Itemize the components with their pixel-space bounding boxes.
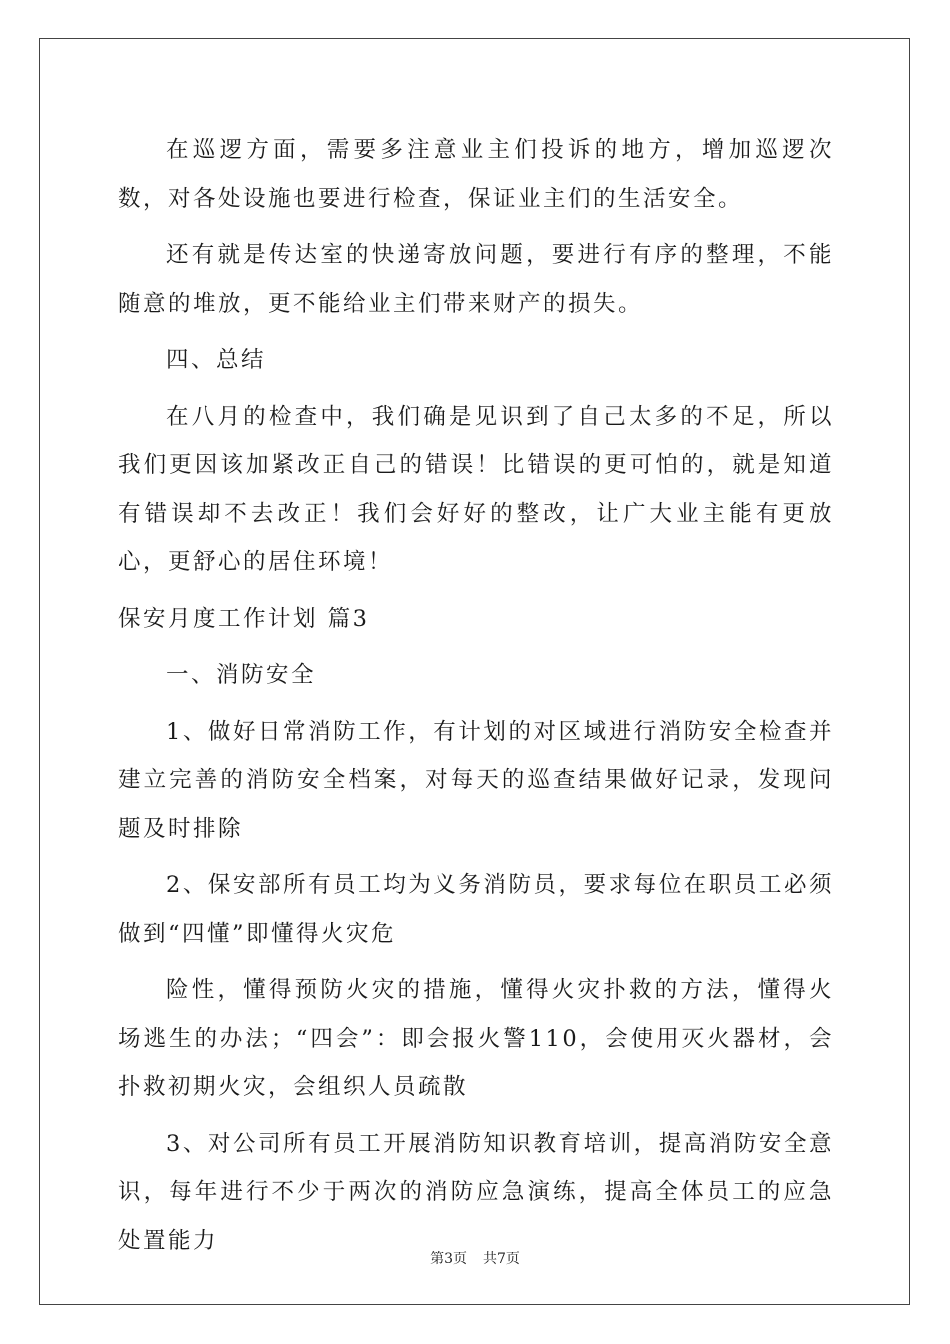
page-total: 共7页: [483, 1251, 520, 1267]
document-body: [118, 126, 834, 1273]
section-heading-summary: 四、总结: [166, 347, 267, 373]
list-item-1: 1、做好日常消防工作，有计划的对区域进行消防安全检查并建立完善的消防安全档案，对每天的巡查结果做好记录，发现问题及时排除: [118, 718, 834, 842]
paragraph-summary: 在八月的检查中，我们确是见识到了自己太多的不足，所以我们更因该加紧改正自己的错误！比错误的更可怕的，就是知道有错误却不去改正！我们会好好的整改，让广大业主能有更放心，更舒心的居住环境！: [118, 403, 834, 575]
paragraph-patrol: 在巡逻方面，需要多注意业主们投诉的地方，增加巡逻次数，对各处设施也要进行检查，保证业主们的生活安全。: [118, 137, 834, 212]
article-title: 保安月度工作计划 篇3: [118, 605, 370, 632]
section-heading-fire-safety: 一、消防安全: [166, 662, 317, 688]
list-item-2-continued: 险性，懂得预防火灾的措施，懂得火灾扑救的方法，懂得火场逃生的办法；“四会”：即会报火警110，会使用灭火器材，会扑救初期火灾，会组织人员疏散: [118, 977, 834, 1100]
list-item-2: 2、保安部所有员工均为义务消防员，要求每位在职员工必须做到“四懂”即懂得火灾危: [118, 872, 834, 947]
page-footer: [0, 1248, 950, 1268]
page-number: 第3页: [430, 1251, 467, 1267]
paragraph-delivery: 还有就是传达室的快递寄放问题，要进行有序的整理，不能随意的堆放，更不能给业主们带来财产的损失。: [118, 242, 834, 317]
list-item-3: 3、对公司所有员工开展消防知识教育培训，提高消防安全意识，每年进行不少于两次的消防应急演练，提高全体员工的应急处置能力: [118, 1130, 834, 1254]
